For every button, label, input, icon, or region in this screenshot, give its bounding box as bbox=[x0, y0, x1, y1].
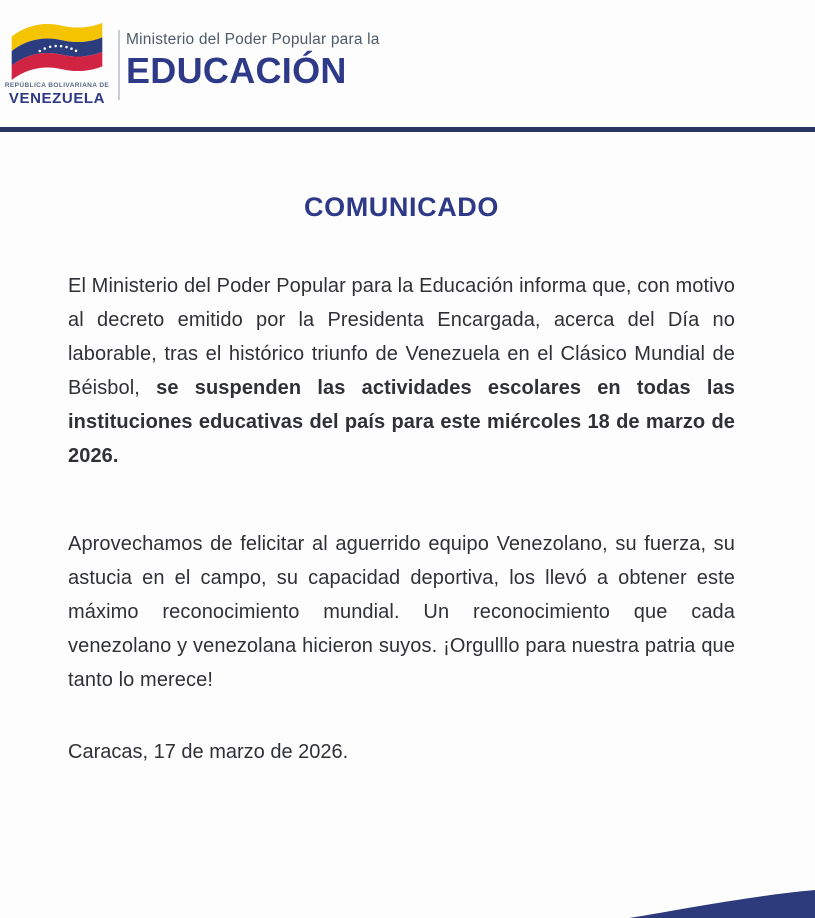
republic-caption: REPÚBLICA BOLIVARIANA DE bbox=[4, 82, 110, 89]
venezuela-flag-icon bbox=[11, 22, 103, 80]
document-body bbox=[68, 132, 735, 764]
header-vertical-divider bbox=[118, 30, 120, 100]
ministry-subtitle: Ministerio del Poder Popular para la bbox=[126, 31, 380, 48]
congratulations-paragraph: Aprovechamos de felicitar al aguerrido equipo Venezolano, su fuerza, su astucia en el campo, su capacidad deportiva, los llevó a obtener este máximo reconocimiento mundial. Un reconocimiento que cada venezolano y venezolana hicieron suyos. ¡Orgulllo para nuestra patria que tanto lo merece! bbox=[68, 533, 735, 691]
announcement-regular-text: El Ministerio del Poder Popular para la Educación informa que, con motivo al decreto emitido por la Presidenta Encargada, acerca del Día no laborable, tras el histórico triunfo de Venezuela en el Clásico Mundial de Béisbol, bbox=[68, 275, 735, 399]
announcement-paragraph bbox=[68, 269, 735, 473]
announcement-bold-text: se suspenden las actividades escolares en todas las instituciones educativas del país para este miércoles 18 de marzo de 2026. bbox=[68, 377, 736, 467]
dateline: Caracas, 17 de marzo de 2026. bbox=[68, 741, 349, 763]
venezuela-logo bbox=[4, 22, 110, 107]
comunicado-title: COMUNICADO bbox=[304, 192, 499, 222]
venezuela-caption: VENEZUELA bbox=[8, 90, 106, 107]
ministry-title: EDUCACIÓN bbox=[126, 50, 347, 91]
corner-wave-decoration bbox=[629, 886, 815, 918]
ministry-heading bbox=[126, 31, 380, 92]
